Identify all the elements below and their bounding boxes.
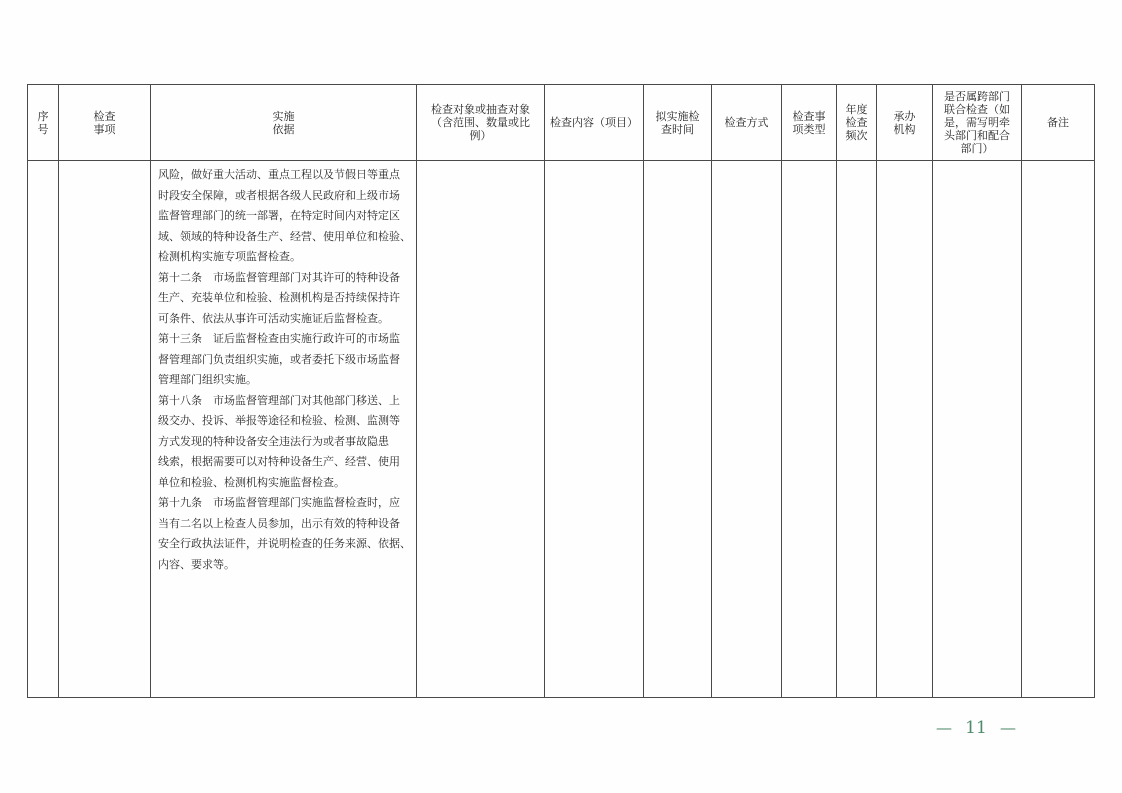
header-line: 依据 (272, 122, 295, 136)
cell-item-type (782, 161, 837, 698)
inspection-table (27, 84, 1095, 698)
basis-line: 管理部门组织实施。 (158, 373, 257, 386)
header-line: 号 (37, 122, 49, 136)
cell-planned-time (644, 161, 712, 698)
cell-inspection-method (712, 161, 782, 698)
header-line: 承办 (893, 109, 916, 123)
basis-line: 单位和检验、检测机构实施监督检查。 (158, 475, 345, 489)
basis-line: 可条件、依法从事许可活动实施证后监督检查。 (158, 311, 389, 325)
header-line: 频次 (845, 129, 868, 142)
header-line: 是，需写明牵 (944, 116, 1010, 129)
basis-line: 时段安全保障，或者根据各级人民政府和上级市场 (158, 188, 400, 202)
header-basis (151, 85, 417, 161)
cell-inspection-item (59, 161, 151, 698)
cell-serial-no (28, 161, 59, 698)
basis-line: 第十九条 市场监督管理部门实施监督检查时，应 (158, 496, 400, 509)
basis-line: 第十二条 市场监督管理部门对其许可的特种设备 (158, 270, 400, 284)
basis-line: 级交办、投诉、举报等途径和检验、检测、监测等 (158, 414, 400, 427)
basis-line: 生产、充装单位和检验、检测机构是否持续保持许 (158, 291, 400, 304)
basis-line: 监督管理部门的统一部署，在特定时间内对特定区 (158, 209, 400, 222)
header-line: 机构 (893, 122, 916, 136)
header-item-type (782, 85, 837, 161)
basis-line: 第十三条 证后监督检查由实施行政许可的市场监 (158, 332, 400, 345)
page-number-dash-right: — (999, 718, 1016, 737)
header-serial-no (28, 85, 59, 161)
header-line: 例） (469, 129, 492, 142)
header-inspection-item (59, 85, 151, 161)
header-line: 头部门和配合 (944, 129, 1010, 142)
header-annual-frequency (837, 85, 877, 161)
basis-line: 方式发现的特种设备安全违法行为或者事故隐患 (158, 434, 389, 448)
basis-line: 域、领域的特种设备生产、经营、使用单位和检验、 (158, 229, 411, 243)
cell-handling-agency (877, 161, 933, 698)
page-number-dash-left: — (936, 718, 952, 737)
header-joint-inspection (933, 85, 1022, 161)
header-line: 备注 (1047, 116, 1069, 129)
basis-line: 当有二名以上检查人员参加，出示有效的特种设备 (158, 516, 400, 530)
header-line: 检查对象或抽查对象 (431, 103, 530, 116)
basis-line: 安全行政执法证件，并说明检查的任务来源、依据、 (158, 537, 411, 550)
header-line: 年度 (845, 103, 868, 116)
header-line: 检查内容（项目） (550, 116, 638, 129)
cell-remarks (1022, 161, 1095, 698)
basis-line: 督管理部门负责组织实施，或者委托下级市场监督 (158, 352, 400, 366)
basis-text (151, 161, 416, 575)
header-planned-time (644, 85, 712, 161)
table-row (28, 161, 1095, 698)
header-row (28, 85, 1095, 161)
header-inspection-target (417, 85, 545, 161)
header-line: 联合检查（如 (944, 103, 1010, 116)
page-number-footer (936, 716, 1016, 740)
header-line: 检查事 (792, 109, 826, 123)
header-line: 检查 (93, 109, 116, 123)
cell-joint-inspection (933, 161, 1022, 698)
basis-line: 内容、要求等。 (158, 557, 235, 571)
header-line: 是否属跨部门 (944, 90, 1010, 103)
header-inspection-method (712, 85, 782, 161)
header-line: 检查 (845, 116, 868, 129)
header-line: 部门） (960, 142, 994, 155)
cell-annual-frequency (837, 161, 877, 698)
basis-line: 风险，做好重大活动、重点工程以及节假日等重点 (158, 168, 400, 181)
header-line: 实施 (272, 109, 295, 123)
header-line: （含范围、数量或比 (431, 116, 530, 129)
header-line: 项类型 (792, 122, 826, 136)
basis-line: 检测机构实施专项监督检查。 (158, 250, 301, 263)
header-inspection-content (545, 85, 644, 161)
basis-line: 线索，根据需要可以对特种设备生产、经营、使用 (158, 455, 400, 468)
cell-inspection-target (417, 161, 545, 698)
header-handling-agency (877, 85, 933, 161)
header-line: 事项 (93, 122, 116, 136)
header-line: 检查方式 (724, 116, 769, 129)
header-line: 查时间 (661, 122, 694, 136)
basis-line: 第十八条 市场监督管理部门对其他部门移送、上 (158, 393, 400, 407)
header-remarks (1022, 85, 1095, 161)
header-line: 序 (37, 109, 49, 123)
cell-inspection-content (545, 161, 644, 698)
page-number: 11 (965, 718, 987, 738)
header-line: 拟实施检 (655, 109, 700, 123)
cell-basis (151, 161, 417, 698)
